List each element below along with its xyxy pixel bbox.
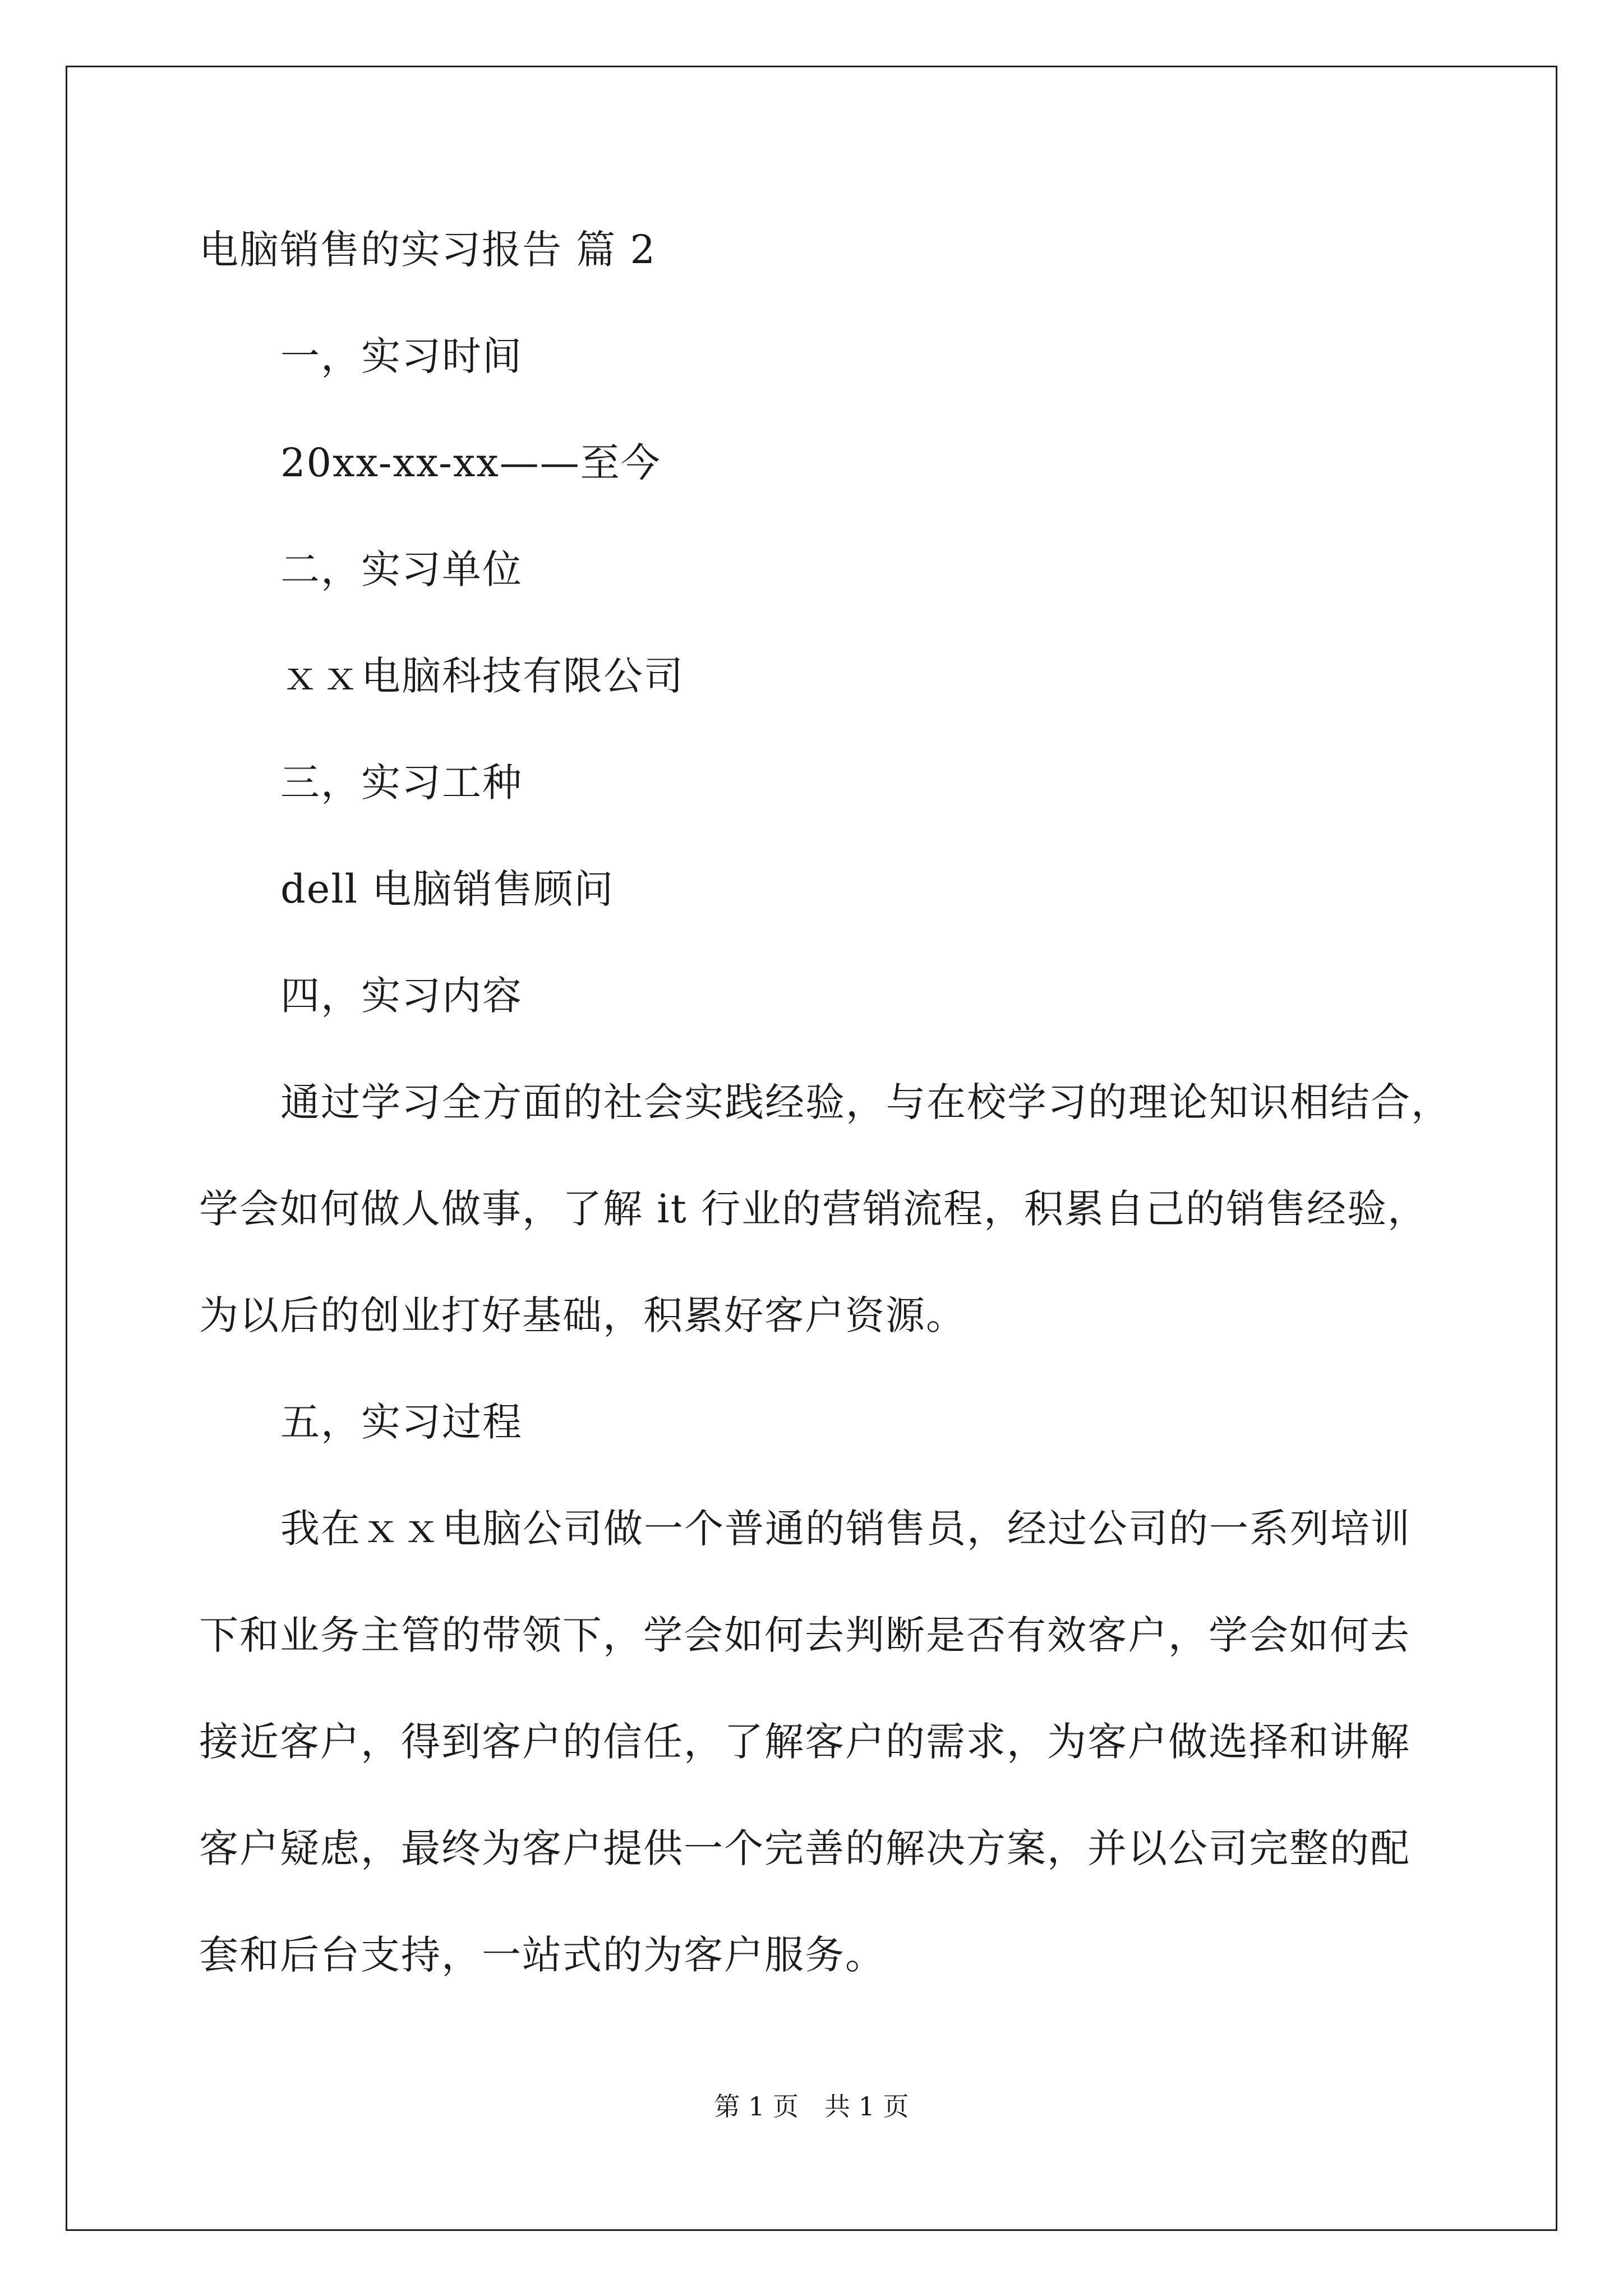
paragraph-line: 客户疑虑，最终为客户提供一个完善的解决方案，并以公司完整的配 — [199, 1825, 1410, 1871]
section-heading-process: 五，实习过程 — [280, 1399, 523, 1445]
paragraph-line: 下和业务主管的带领下，学会如何去判断是否有效客户，学会如何去 — [199, 1612, 1410, 1658]
section-heading-job: 三，实习工种 — [280, 760, 523, 806]
paragraph-line: 为以后的创业打好基础，积累好客户资源。 — [199, 1292, 966, 1338]
page-footer: 第 1 页 共 1 页 — [714, 2091, 909, 2122]
paragraph-line: 我在ｘｘ电脑公司做一个普通的销售员，经过公司的一系列培训 — [280, 1506, 1411, 1552]
section-heading-unit: 二，实习单位 — [280, 546, 523, 592]
page-border — [66, 66, 1557, 2231]
section-heading-content: 四，实习内容 — [280, 973, 523, 1019]
document-title: 电脑销售的实习报告 篇 2 — [199, 227, 657, 273]
section-body-unit: ｘｘ电脑科技有限公司 — [280, 653, 684, 699]
section-body-time: 20xx-xx-xx——至今 — [280, 440, 661, 486]
paragraph-line: 学会如何做人做事，了解 it 行业的营销流程，积累自己的销售经验， — [199, 1186, 1428, 1232]
paragraph-line: 接近客户，得到客户的信任，了解客户的需求，为客户做选择和讲解 — [199, 1719, 1410, 1765]
paragraph-line: 通过学习全方面的社会实践经验，与在校学习的理论知识相结合， — [280, 1079, 1451, 1125]
paragraph-line: 套和后台支持，一站式的为客户服务。 — [199, 1932, 886, 1978]
section-body-job: dell 电脑销售顾问 — [280, 866, 615, 912]
section-heading-time: 一，实习时间 — [280, 333, 523, 379]
